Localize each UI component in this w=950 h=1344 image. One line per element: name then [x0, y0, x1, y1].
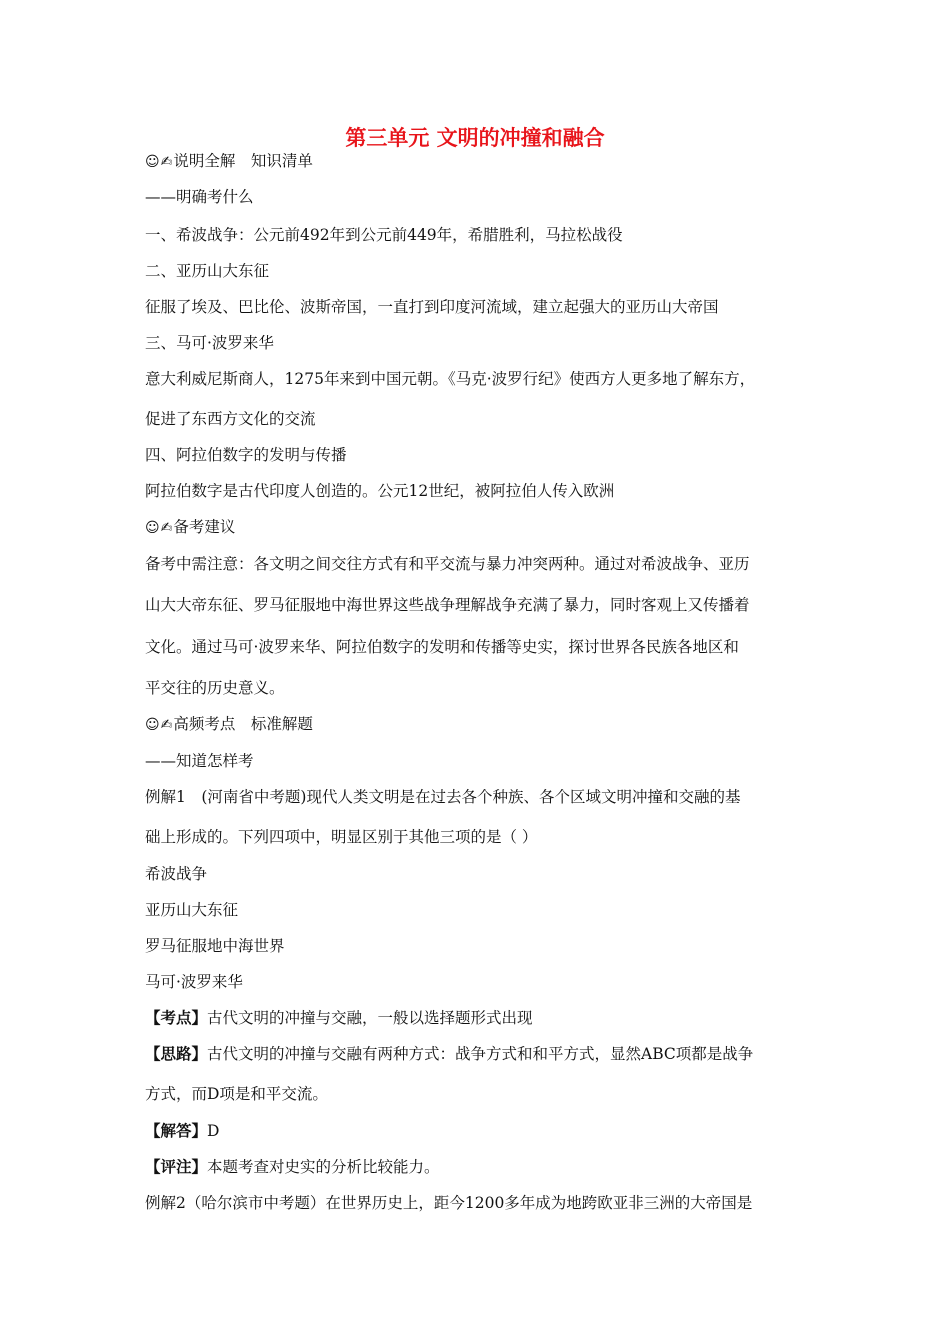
advice-paragraph-line-3: 文化。通过马可·波罗来华、阿拉伯数字的发明和传播等史实，探讨世界各民族各地区和 — [145, 638, 739, 656]
example-1-question-cont: 础上形成的。下列四项中，明显区别于其他三项的是（ ） — [145, 828, 538, 846]
section-heading-explanation: ☺✍说明全解 知识清单 — [145, 150, 313, 173]
option-c: 罗马征服地中海世界 — [145, 937, 285, 955]
section-subheading: ——知道怎样考 — [145, 752, 254, 770]
knowledge-item-3-body-cont: 促进了东西方文化的交流 — [145, 410, 316, 428]
example-1-question: 例解1 (河南省中考题)现代人类文明是在过去各个种族、各个区域文明冲撞和交融的基 — [145, 788, 741, 806]
writing-hand-icon: ✍ — [160, 520, 173, 536]
knowledge-item-4-body: 阿拉伯数字是古代印度人创造的。公元12世纪，被阿拉伯人传入欧洲 — [145, 482, 615, 500]
option-d: 马可·波罗来华 — [145, 973, 243, 991]
knowledge-item-4-title: 四、阿拉伯数字的发明与传播 — [145, 446, 347, 464]
answer-note: 【解答】D — [145, 1121, 220, 1140]
reasoning-note: 【思路】古代文明的冲撞与交融有两种方式：战争方式和和平方式，显然ABC项都是战争 — [145, 1044, 754, 1063]
section-subheading: ——明确考什么 — [145, 188, 254, 206]
comment-note: 【评注】本题考查对史实的分析比较能力。 — [145, 1157, 440, 1176]
knowledge-item-2-body: 征服了埃及、巴比伦、波斯帝国，一直打到印度河流域，建立起强大的亚历山大帝国 — [145, 298, 719, 316]
advice-paragraph-line-4: 平交往的历史意义。 — [145, 679, 285, 697]
reasoning-note-cont: 方式，而D项是和平交流。 — [145, 1085, 328, 1103]
option-a: 希波战争 — [145, 865, 208, 883]
advice-paragraph-line-1: 备考中需注意：各文明之间交往方式有和平交流与暴力冲突两种。通过对希波战争、亚历 — [145, 555, 750, 573]
smiley-icon: ☺ — [145, 154, 160, 170]
option-b: 亚历山大东征 — [145, 901, 239, 919]
section-heading-exam-points: ☺✍高频考点 标准解题 — [145, 713, 313, 736]
exam-point-note: 【考点】古代文明的冲撞与交融，一般以选择题形式出现 — [145, 1008, 533, 1027]
advice-paragraph-line-2: 山大大帝东征、罗马征服地中海世界这些战争理解战争充满了暴力，同时客观上又传播着 — [145, 596, 750, 614]
page-title: 第三单元 文明的冲撞和融合 — [345, 126, 605, 150]
smiley-icon: ☺ — [145, 520, 160, 536]
writing-hand-icon: ✍ — [160, 717, 173, 733]
knowledge-item-3-body: 意大利威尼斯商人，1275年来到中国元朝。《马克·波罗行纪》使西方人更多地了解东方， — [145, 370, 756, 388]
knowledge-item-1: 一、希波战争：公元前492年到公元前449年，希腊胜利，马拉松战役 — [145, 226, 623, 244]
example-2-question: 例解2（哈尔滨市中考题）在世界历史上，距今1200多年成为地跨欧亚非三洲的大帝国是 — [145, 1194, 753, 1212]
knowledge-item-2-title: 二、亚历山大东征 — [145, 262, 270, 280]
section-heading-advice: ☺✍备考建议 — [145, 516, 235, 539]
writing-hand-icon: ✍ — [160, 154, 173, 170]
knowledge-item-3-title: 三、马可·波罗来华 — [145, 334, 274, 352]
smiley-icon: ☺ — [145, 717, 160, 733]
